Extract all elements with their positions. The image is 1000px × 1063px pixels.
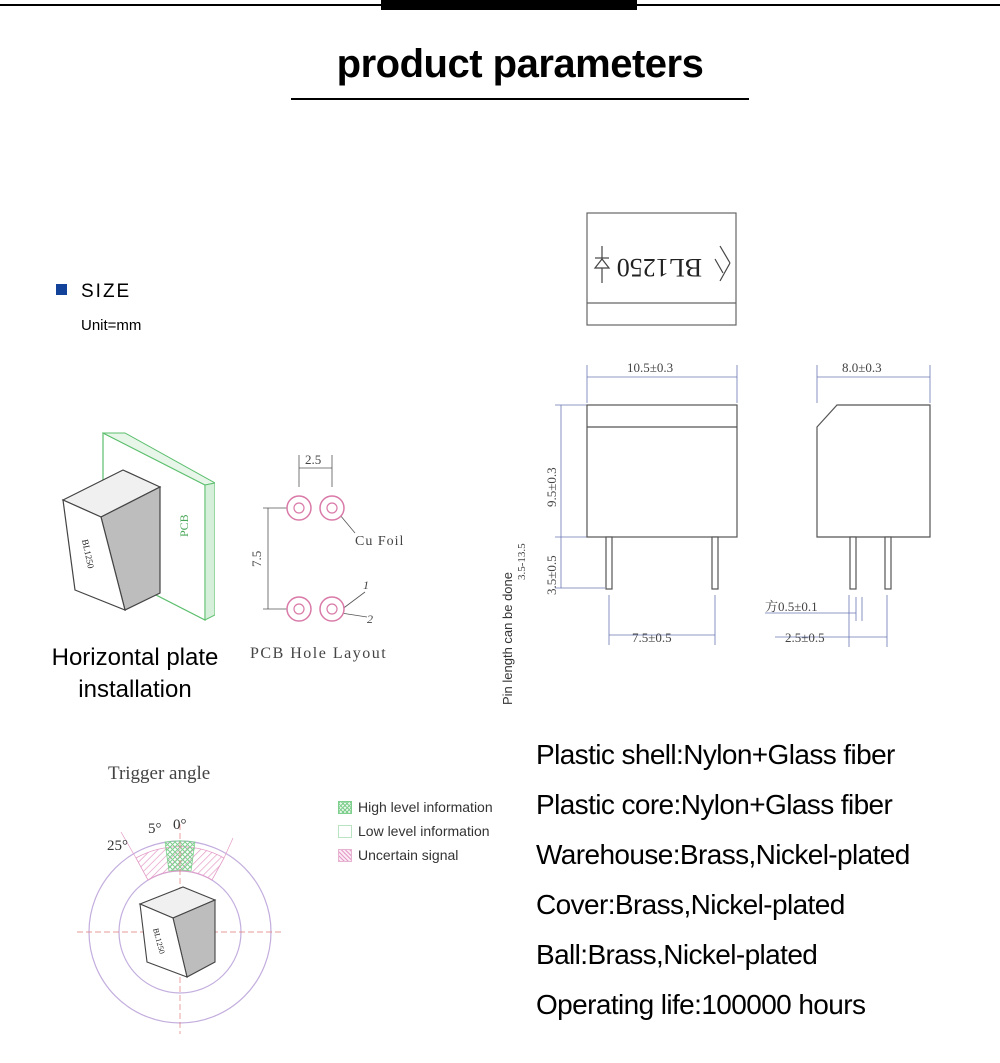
dim-width: 10.5±0.3 [627, 360, 674, 375]
spec-plastic-core: Plastic core:Nylon+Glass fiber [536, 789, 893, 820]
pcb-pitch-top: 2.5 [305, 452, 322, 467]
dim-pin-height: 3.5±0.5 [544, 555, 559, 595]
dim-pin-square: 方0.5±0.1 [765, 599, 818, 614]
angle-5-label: 5° [148, 821, 162, 837]
angle-0-label: 0° [173, 817, 187, 833]
legend-item-high [338, 795, 493, 819]
pin2-label: 2 [367, 612, 373, 626]
spec-cover: Cover:Brass,Nickel-plated [536, 889, 845, 920]
angle-25-label: 25° [107, 838, 128, 854]
horizontal-part-mark: BL1250 [80, 538, 96, 570]
trigger-part-mark: BL1250 [151, 927, 167, 955]
uncertain-swatch-icon [338, 849, 352, 862]
trigger-angle-diagram [75, 812, 285, 1037]
trigger-angle-title: Trigger angle [108, 763, 211, 784]
spec-ball: Ball:Brass,Nickel-plated [536, 939, 818, 970]
spec-operating-life: Operating life:100000 hours [536, 989, 866, 1020]
pin1-label: 1 [363, 578, 369, 592]
spec-list [536, 735, 910, 1035]
dim-pin-offset: 2.5±0.5 [785, 630, 825, 645]
cu-foil-label: Cu Foil [355, 534, 405, 549]
legend-item-low [338, 819, 493, 843]
spec-warehouse: Warehouse:Brass,Nickel-plated [536, 839, 910, 870]
size-bullet-icon [56, 284, 67, 295]
pcb-hole-layout-diagram [245, 445, 425, 635]
pcb-label: PCB [177, 514, 191, 537]
dim-body-height: 9.5±0.3 [544, 467, 559, 507]
page-title: product parameters [336, 42, 704, 86]
unit-label: Unit=mm [81, 317, 142, 334]
legend-label: Low level information [358, 823, 490, 839]
dim-pin-spacing: 7.5±0.5 [632, 630, 672, 645]
pcb-hole-layout-caption: PCB Hole Layout [250, 645, 388, 662]
part-label-view [585, 211, 740, 329]
dimension-drawing [505, 355, 945, 655]
pin-length-note: Pin length can be done [500, 572, 515, 705]
size-heading: SIZE [81, 281, 132, 302]
front-part-mark: BL1250 [616, 253, 702, 282]
legend-label: High level information [358, 799, 493, 815]
horizontal-install-caption: Horizontal plate installation [51, 644, 219, 703]
pcb-pitch-side: 7.5 [249, 550, 264, 567]
legend-item-uncertain [338, 843, 493, 867]
high-level-swatch-icon [338, 801, 352, 814]
trigger-legend [338, 795, 493, 867]
spec-plastic-shell: Plastic shell:Nylon+Glass fiber [536, 739, 895, 770]
horizontal-install-illustration [55, 425, 215, 625]
dim-pin-range: 3.5-13.5 [516, 543, 528, 580]
title-underline [291, 98, 749, 100]
low-level-swatch-icon [338, 825, 352, 838]
top-accent-bar [381, 0, 637, 10]
dim-depth: 8.0±0.3 [842, 360, 882, 375]
legend-label: Uncertain signal [358, 847, 459, 863]
